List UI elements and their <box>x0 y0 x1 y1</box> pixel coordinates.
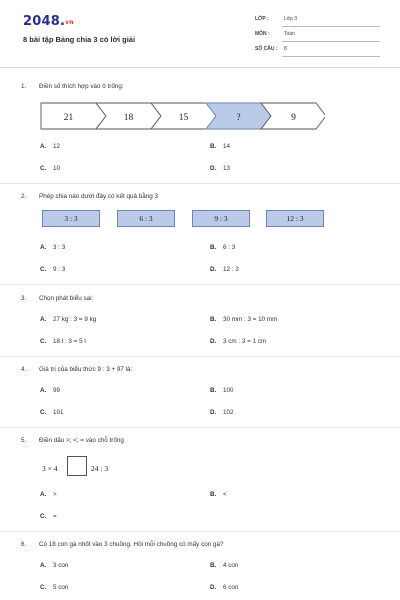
sequence-value: 18 <box>123 113 134 123</box>
meta-class-label: LỚP : <box>255 16 269 22</box>
option-text: 30 mm : 3 = 10 mm <box>223 316 278 323</box>
option-5c[interactable] <box>40 513 57 520</box>
sequence-value: 9 <box>291 113 296 123</box>
sequence-value: 15 <box>178 113 189 123</box>
option-text: 101 <box>53 409 64 416</box>
option-6c[interactable] <box>40 584 68 591</box>
option-letter: D. <box>210 266 217 273</box>
option-text: 6 : 3 <box>223 244 236 251</box>
option-text: > <box>53 491 57 498</box>
question-number: 6. <box>21 541 27 548</box>
question-2 <box>21 193 158 200</box>
option-6d[interactable] <box>210 584 238 591</box>
choice-box-1[interactable]: 3 : 3 <box>42 210 100 227</box>
option-letter: A. <box>40 143 47 150</box>
option-text: 13 <box>223 165 231 172</box>
option-1c[interactable] <box>40 165 60 172</box>
meta-subject-value: Toán <box>284 31 295 37</box>
question-text: Giá trị của biểu thức 9 : 3 + 97 là: <box>39 366 133 373</box>
option-text: 14 <box>223 143 231 150</box>
logo-suffix: vn <box>65 19 74 26</box>
option-letter: B. <box>210 387 217 394</box>
option-letter: C. <box>40 584 47 591</box>
option-4a[interactable] <box>40 387 60 394</box>
option-2a[interactable] <box>40 244 65 251</box>
option-text: 100 <box>223 387 234 394</box>
question-4 <box>21 366 132 373</box>
option-letter: C. <box>40 513 47 520</box>
meta-class-line <box>282 26 380 27</box>
question-number: 5. <box>21 437 27 444</box>
sequence-value: 21 <box>63 113 74 123</box>
meta-class <box>255 16 380 27</box>
option-text: = <box>53 513 57 520</box>
comparison-expression <box>42 456 182 480</box>
option-1d[interactable] <box>210 165 230 172</box>
option-letter: C. <box>40 409 47 416</box>
option-text: 9 : 3 <box>53 266 66 273</box>
question-text: Phép chia nào dưới đây có kết quả bằng 3 <box>39 193 158 200</box>
sequence-cell <box>41 103 106 129</box>
expression-left: 3 × 4 <box>42 464 58 473</box>
option-3d[interactable] <box>210 338 266 345</box>
option-4d[interactable] <box>210 409 234 416</box>
option-3a[interactable] <box>40 316 96 323</box>
question-text: Điền dấu >; <; = vào chỗ trống <box>39 437 124 444</box>
meta-subject-line <box>282 41 380 42</box>
option-3c[interactable] <box>40 338 86 345</box>
option-letter: D. <box>210 165 217 172</box>
option-4c[interactable] <box>40 409 64 416</box>
question-6 <box>21 541 223 548</box>
meta-subject-label: MÔN : <box>255 31 270 37</box>
option-letter: B. <box>210 143 217 150</box>
option-2c[interactable] <box>40 266 65 273</box>
option-letter: C. <box>40 266 47 273</box>
meta-count <box>255 46 380 57</box>
choice-box-4[interactable]: 12 : 3 <box>266 210 324 227</box>
header-divider <box>0 67 400 68</box>
question-number: 1. <box>21 83 27 90</box>
question-divider <box>0 531 400 532</box>
option-text: 18 l : 3 = 5 l <box>53 338 86 345</box>
page-header <box>0 0 400 70</box>
option-2b[interactable] <box>210 244 235 251</box>
option-text: 3 cm : 3 = 1 cm <box>223 338 267 345</box>
sequence-value: ? <box>236 113 241 123</box>
option-4b[interactable] <box>210 387 234 394</box>
meta-count-label: SỐ CÂU : <box>255 46 278 52</box>
site-logo[interactable] <box>23 14 74 29</box>
question-divider <box>0 284 400 285</box>
question-number: 4. <box>21 366 27 373</box>
expression-right: 24 : 3 <box>91 464 109 473</box>
question-text: Có 18 con gà nhốt vào 3 chuồng. Hỏi mỗi chuồng có mấy con gà? <box>39 541 224 548</box>
question-5 <box>21 437 124 444</box>
option-letter: A. <box>40 244 47 251</box>
option-text: 4 con <box>223 562 239 569</box>
option-text: 99 <box>53 387 61 394</box>
meta-count-line <box>282 56 380 57</box>
option-text: 3 : 3 <box>53 244 66 251</box>
option-letter: D. <box>210 409 217 416</box>
logo-main: 2048 <box>23 14 60 29</box>
question-3 <box>21 295 93 302</box>
option-letter: A. <box>40 387 47 394</box>
choice-box-3[interactable]: 9 : 3 <box>192 210 250 227</box>
option-6a[interactable] <box>40 562 68 569</box>
option-text: 12 : 3 <box>223 266 239 273</box>
choice-box-2[interactable]: 6 : 3 <box>117 210 175 227</box>
option-letter: B. <box>210 244 217 251</box>
option-text: 3 con <box>53 562 69 569</box>
option-letter: D. <box>210 584 217 591</box>
option-letter: A. <box>40 491 47 498</box>
meta-subject <box>255 31 380 42</box>
meta-class-value: Lớp 3 <box>284 16 298 22</box>
option-letter: C. <box>40 338 47 345</box>
question-number: 3. <box>21 295 27 302</box>
question-divider <box>0 356 400 357</box>
option-text: 10 <box>53 165 61 172</box>
option-letter: B. <box>210 562 217 569</box>
option-5a[interactable] <box>40 491 57 498</box>
logo-dot: . <box>59 14 66 29</box>
option-letter: B. <box>210 491 217 498</box>
option-letter: D. <box>210 338 217 345</box>
option-1b[interactable] <box>210 143 230 150</box>
option-5b[interactable] <box>210 491 227 498</box>
question-text: Chọn phát biểu sai: <box>39 295 94 302</box>
answer-blank-box[interactable] <box>67 456 87 476</box>
option-1a[interactable] <box>40 143 60 150</box>
option-letter: A. <box>40 562 47 569</box>
question-1 <box>21 83 124 90</box>
option-3b[interactable] <box>210 316 277 323</box>
question-number: 2. <box>21 193 27 200</box>
option-2d[interactable] <box>210 266 239 273</box>
option-letter: C. <box>40 165 47 172</box>
option-letter: B. <box>210 316 217 323</box>
option-text: 5 con <box>53 584 69 591</box>
number-sequence <box>40 102 325 130</box>
question-divider <box>0 183 400 184</box>
question-text: Điền số thích hợp vào ô trống: <box>39 83 124 90</box>
page-title: 8 bài tập Bảng chia 3 có lời giải <box>23 35 136 44</box>
option-text: 6 con <box>223 584 239 591</box>
meta-count-value: 8 <box>284 46 287 52</box>
option-letter: A. <box>40 316 47 323</box>
option-text: 102 <box>223 409 234 416</box>
option-text: 27 kg : 3 = 9 kg <box>53 316 97 323</box>
option-text: < <box>223 491 227 498</box>
question-divider <box>0 427 400 428</box>
option-6b[interactable] <box>210 562 238 569</box>
option-text: 12 <box>53 143 61 150</box>
